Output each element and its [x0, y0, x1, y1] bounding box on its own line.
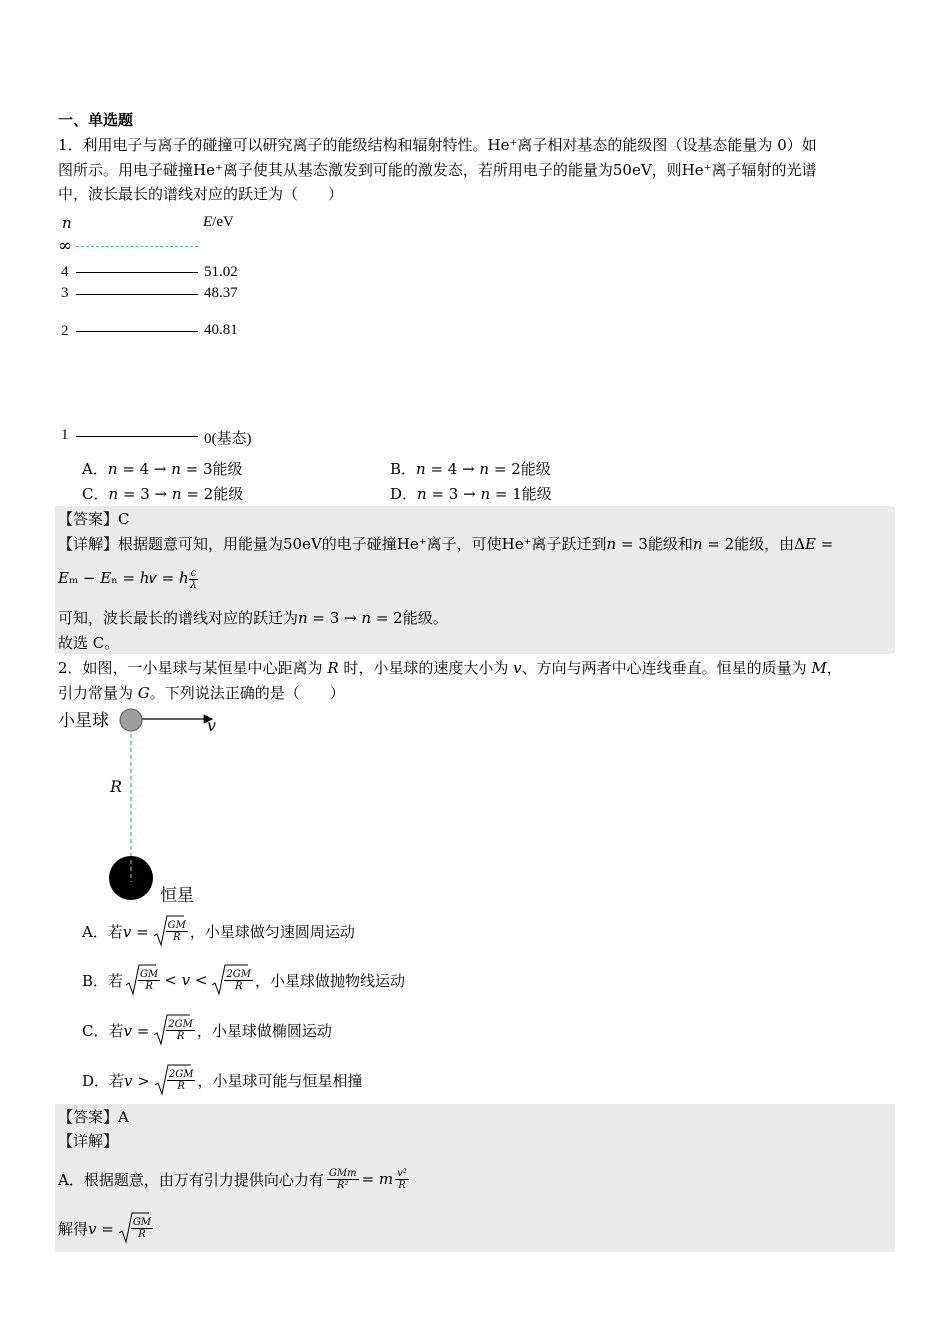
q2-detail-solve-text: 解得𝑣 =	[58, 1219, 114, 1238]
q1-detail-equation: 𝐸ₘ − 𝐸ₙ = ℎ𝜈 = ℎ	[58, 569, 189, 587]
q2-detail-a-mid: = 𝑚	[361, 1170, 394, 1188]
q1-detail-line4: 故选 C。	[58, 634, 120, 652]
level-3-energy: 48.37	[204, 285, 238, 301]
q2-detail-a-text: A．根据题意，由万有引力提供向心力有	[58, 1170, 324, 1189]
q2-detail-title: 【详解】	[58, 1132, 119, 1150]
q2-option-b[interactable]	[82, 963, 405, 997]
level-4-n: 4	[61, 264, 69, 280]
level-1-energy: 0(基态)	[204, 431, 252, 447]
q1-option-c[interactable]: C．𝑛 = 3 → 𝑛 = 2能级	[82, 485, 244, 503]
q2-text-line1: 2．如图，一小星球与某恒星中心距离为 𝑅 时，小星球的速度大小为 𝑣、方向与两者中心连线垂直。恒星的质量为 𝑀，	[58, 659, 842, 677]
q2-option-c-pre: C．若𝑣 =	[82, 1021, 150, 1040]
q1-option-a[interactable]: A．𝑛 = 4 → 𝑛 = 3能级	[82, 460, 243, 478]
q2-option-d-post: ，小星球可能与恒星相撞	[197, 1071, 363, 1090]
velocity-label: v	[207, 716, 217, 735]
level-2-line	[76, 331, 198, 332]
q1-answer: 【答案】C	[58, 510, 130, 528]
level-infinity-line	[76, 246, 198, 247]
q2-option-a[interactable]	[82, 914, 355, 948]
level-3-n: 3	[61, 285, 69, 301]
q2-option-b-post: ，小星球做抛物线运动	[255, 971, 406, 990]
diagram-n-label: n	[62, 214, 72, 232]
q1-detail-line1: 【详解】根据题意可知，用能量为50eV的电子碰撞He⁺离子，可使He⁺离子跃迁到𝑛 = 3能级和𝑛 = 2能级，由Δ𝐸 =	[58, 535, 834, 553]
q2-detail-a	[58, 1162, 409, 1196]
q1-text-line1: 1．利用电子与离子的碰撞可以研究离子的能级结构和辐射特性。He⁺离子相对基态的能级图（设基态能量为 0）如	[58, 136, 817, 154]
q1-detail-line2	[58, 566, 198, 591]
q1-detail-line3: 可知，波长最长的谱线对应的跃迁为𝑛 = 3 → 𝑛 = 2能级。	[58, 609, 448, 627]
q2-option-d-fraction: $\frac{2GM}{R}$	[168, 1068, 194, 1092]
q1-text-line3: 中，波长最长的谱线对应的跃迁为（ ）	[58, 185, 344, 203]
q2-detail-a-fraction1: $\frac{\text{GMm}}{\text{R²}}$	[328, 1167, 357, 1191]
level-4-energy: 51.02	[204, 264, 238, 280]
q2-option-c-post: ，小星球做椭圆运动	[196, 1021, 332, 1040]
q2-answer: 【答案】A	[58, 1108, 129, 1126]
section-title: 一、单选题	[58, 111, 134, 129]
q2-detail-a-fraction2: $\frac{\text{v²}}{R}$	[397, 1167, 407, 1191]
orbit-figure	[100, 700, 240, 900]
q2-option-a-post: ，小星球做匀速圆周运动	[189, 922, 355, 941]
q2-option-b-fraction1: $\frac{GM}{R}$	[140, 968, 159, 992]
q2-option-b-fraction2: $\frac{2GM}{R}$	[226, 968, 252, 992]
q2-option-a-fraction: $\frac{GM}{R}$	[167, 919, 186, 943]
diagram-e-label: E/eV	[203, 214, 234, 230]
level-1-n: 1	[61, 427, 69, 443]
q2-option-d-pre: D．若𝑣 >	[82, 1071, 150, 1090]
q2-detail-solve	[58, 1211, 153, 1245]
level-infinity-label: ∞	[58, 236, 73, 256]
q2-option-d[interactable]	[82, 1063, 362, 1097]
q1-option-d[interactable]: D．𝑛 = 3 → 𝑛 = 1能级	[390, 485, 552, 503]
q1-detail-fraction: $\frac{c}{\lambda}$	[190, 567, 197, 591]
level-1-line	[76, 436, 198, 437]
level-4-line	[76, 272, 198, 273]
q2-option-c[interactable]	[82, 1013, 332, 1047]
q2-option-a-pre: A．若𝑣 =	[82, 922, 149, 941]
star-label: 恒星	[160, 886, 194, 906]
q2-detail-solve-fraction: $\frac{GM}{R}$	[132, 1216, 152, 1240]
q2-text-line2: 引力常量为 𝐺。下列说法正确的是（ ）	[58, 684, 345, 702]
q2-option-b-pre: B．若	[82, 971, 124, 990]
small-star-label: 小星球	[58, 711, 109, 731]
level-2-n: 2	[61, 323, 69, 339]
level-2-energy: 40.81	[204, 322, 238, 338]
q2-option-c-fraction: $\frac{2GM}{R}$	[168, 1018, 193, 1042]
q1-text-line2: 图所示。用电子碰撞He⁺离子使其从基态激发到可能的激发态，若所用电子的能量为50eV，则He⁺离子辐射的光谱	[58, 161, 817, 179]
small-star-circle	[120, 709, 142, 731]
q1-option-b[interactable]: B．𝑛 = 4 → 𝑛 = 2能级	[390, 460, 551, 478]
distance-label: R	[110, 777, 123, 796]
level-3-line	[76, 294, 198, 295]
q2-option-b-mid: < 𝑣 <	[164, 971, 208, 989]
